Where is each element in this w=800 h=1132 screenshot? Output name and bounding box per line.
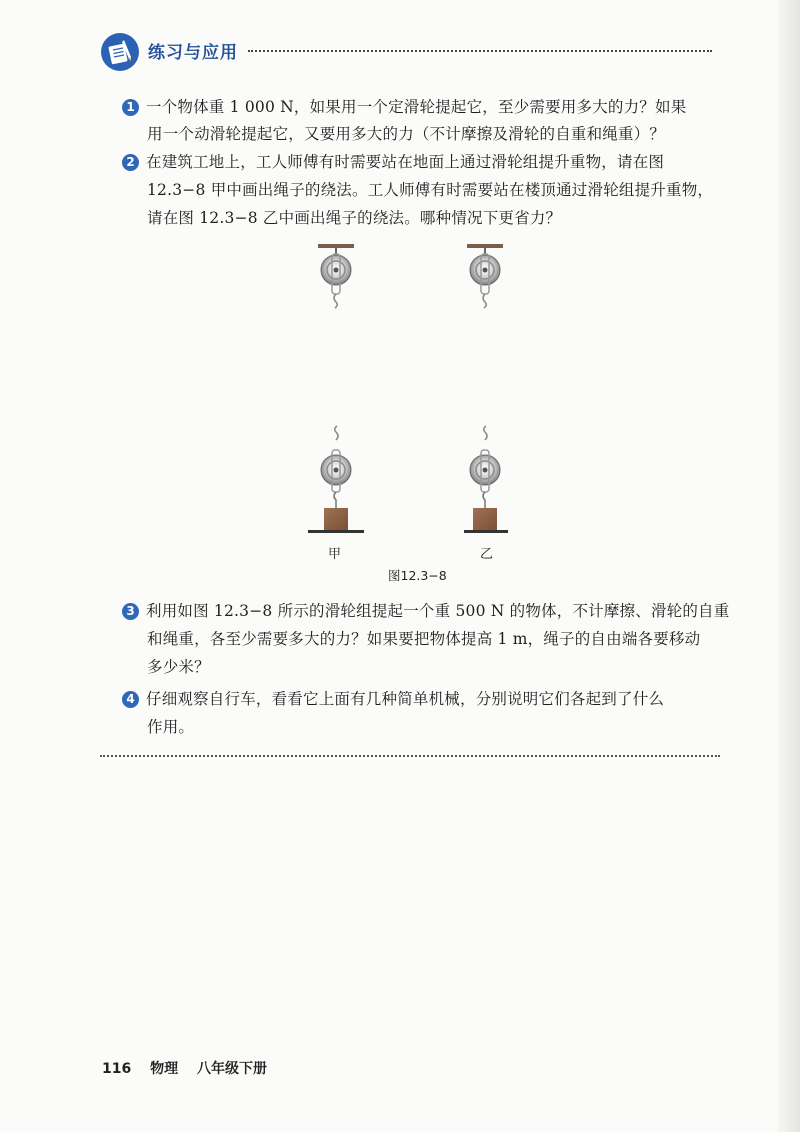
page-footer [102,1058,281,1078]
pulley-diagram [300,238,530,558]
fixed-pulley-b [467,244,503,308]
question-number: 4 [122,691,139,708]
header-divider [248,50,712,52]
question-text-line: 利用如图 12.3−8 所示的滑轮组提起一个重 500 N 的物体，不计摩擦、滑轮的自重 [146,602,730,620]
subject-name: 物理 [150,1061,179,1077]
movable-pulley-b [464,426,508,533]
question-text-line: 多少米？ [147,658,210,676]
question-text-line: 在建筑工地上，工人师傅有时需要站在地面上通过滑轮组提升重物，请在图 [146,153,665,171]
grade-volume: 八年级下册 [196,1061,267,1077]
section-end-divider [100,755,720,757]
page-edge [778,0,800,1132]
page-number: 116 [102,1061,132,1077]
question-4 [122,688,712,738]
question-3 [122,600,730,680]
question-1 [122,96,712,146]
question-text-line: 和绳重，各至少需要多大的力？如果要把物体提高 1 m，绳子的自由端各要移动 [147,630,701,648]
question-text-line: 一个物体重 1 000 N，如果用一个定滑轮提起它，至少需要用多大的力？如果 [146,98,687,116]
question-number: 1 [122,99,139,116]
pulley-figure [300,238,530,588]
section-title: 练习与应用 [148,43,238,63]
exercise-book-icon [100,32,140,72]
fixed-pulley-a [318,244,354,308]
question-number: 2 [122,154,139,171]
question-text-line: 作用。 [147,718,195,736]
question-text-line: 仔细观察自行车，看看它上面有几种简单机械，分别说明它们各起到了什么 [146,690,665,708]
question-text-line: 请在图 12.3−8 乙中画出绳子的绕法。哪种情况下更省力？ [147,209,562,227]
question-text-line: 12.3−8 甲中画出绳子的绕法。工人师傅有时需要站在楼顶通过滑轮组提升重物， [147,181,714,199]
figure-label-a: 甲 [328,547,342,562]
movable-pulley-a [308,426,364,533]
question-number: 3 [122,603,139,620]
question-text-line: 用一个动滑轮提起它，又要用多大的力（不计摩擦及滑轮的自重和绳重）？ [147,125,666,143]
section-header [100,30,720,74]
question-2 [122,151,712,231]
figure-caption: 图12.3−8 [388,568,447,583]
figure-label-b: 乙 [480,547,494,562]
